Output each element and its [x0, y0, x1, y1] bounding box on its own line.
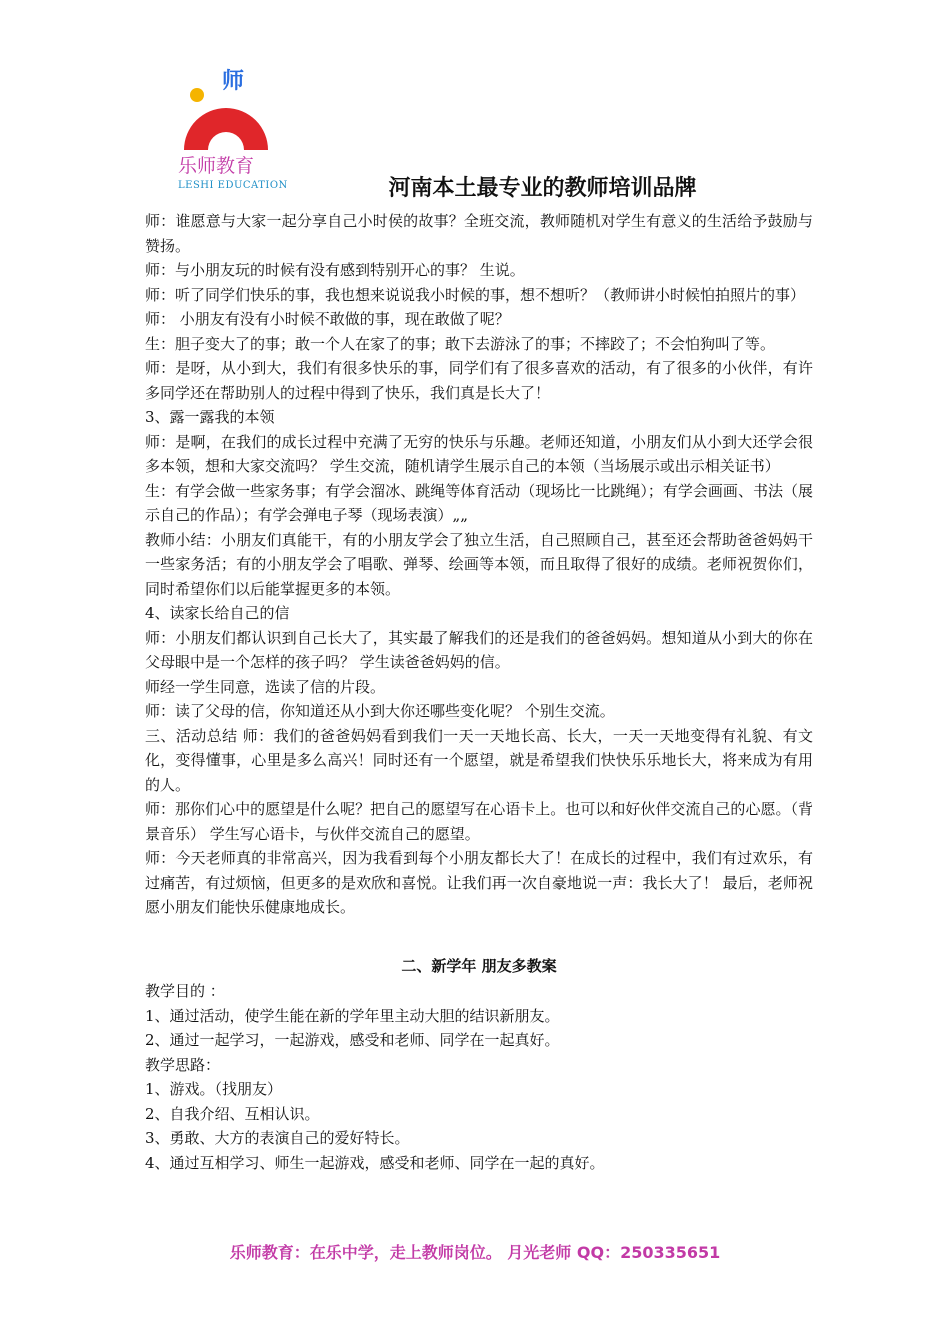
- paragraph: 教师小结：小朋友们真能干，有的小朋友学会了独立生活，自己照顾自己，甚至还会帮助爸爸妈妈干一些家务活；有的小朋友学会了唱歌、弹琴、绘画等本领，而且取得了很好的成绩。老师祝贺你们，同时希望你们以后能掌握更多的本领。: [145, 530, 813, 598]
- paragraph: 师： 小朋友有没有小时候不敢做的事，现在敢做了呢？: [145, 310, 510, 328]
- brand-title: 河南本土最专业的教师培训品牌: [388, 176, 697, 201]
- logo-arch-icon: [178, 96, 274, 154]
- paragraph: 师：是呀，从小到大，我们有很多快乐的事，同学们有了很多喜欢的活动，有了很多的小伙伴，有许多同学还在帮助别人的过程中得到了快乐，我们真是长大了！: [145, 359, 813, 402]
- paragraph: 三、活动总结 师：我们的爸爸妈妈看到我们一天一天地长高、长大，一天一天地变得有礼貌、有文化，变得懂事，心里是多么高兴！同时还有一个愿望，就是希望我们快快乐乐地长大，将来成为有用的人。: [145, 726, 813, 794]
- list-item: 2、通过一起学习，一起游戏，感受和老师、同学在一起真好。: [145, 1031, 560, 1049]
- paragraph: 师：小朋友们都认识到自己长大了，其实最了解我们的还是我们的爸爸妈妈。想知道从小到大的你在父母眼中是一个怎样的孩子吗？ 学生读爸爸妈妈的信。: [145, 628, 813, 671]
- paragraph: 生：有学会做一些家务事；有学会溜冰、跳绳等体育活动（现场比一比跳绳）；有学会画画、书法（展示自己的作品）；有学会弹电子琴（现场表演）„„: [145, 481, 813, 524]
- section-title: 二、新学年 朋友多教案: [401, 956, 557, 975]
- paragraph: 师：今天老师真的非常高兴，因为我看到每个小朋友都长大了！在成长的过程中，我们有过欢乐，有过痛苦，有过烦恼，但更多的是欢欣和喜悦。让我们再一次自豪地说一声：我长大了！ 最后，老师祝愿小朋友们能快乐健康地成长。: [145, 849, 813, 916]
- list-item: 1、游戏。（找朋友）: [145, 1080, 283, 1098]
- logo-char: 师: [222, 69, 245, 94]
- paragraph: 生：胆子变大了的事；敢一个人在家了的事；敢下去游泳了的事；不摔跤了；不会怕狗叫了等。: [145, 334, 776, 353]
- list-item: 1、通过活动，使学生能在新的学年里主动大胆的结识新朋友。: [145, 1006, 560, 1025]
- list-item: 教学思路：: [145, 1055, 221, 1074]
- list-item: 2、自我介绍、互相认识。: [145, 1104, 320, 1123]
- list-item: 教学目的 ：: [145, 982, 225, 1000]
- paragraph: 师：与小朋友玩的时候有没有感到特别开心的事？ 生说。: [145, 261, 525, 279]
- subheading: 4、读家长给自己的信: [145, 604, 290, 622]
- list-item: 4、通过互相学习、师生一起游戏，感受和老师、同学在一起的真好。: [145, 1153, 605, 1172]
- subheading: 3、露一露我的本领: [145, 408, 275, 426]
- paragraph: 师：那你们心中的愿望是什么呢？把自己的愿望写在心语卡上。也可以和好伙伴交流自己的心愿。（背景音乐） 学生写心语卡，与伙伴交流自己的愿望。: [145, 800, 813, 843]
- paragraph: 师：是啊，在我们的成长过程中充满了无穷的快乐与乐趣。老师还知道，小朋友们从小到大还学会很多本领，想和大家交流吗？ 学生交流，随机请学生展示自己的本领（当场展示或出示相关证书）: [145, 432, 813, 475]
- footer-slogan: 乐师教育：在乐中学，走上教师岗位。 月光老师 QQ：250335651: [229, 1243, 721, 1262]
- list-item: 3、勇敢、大方的表演自己的爱好特长。: [145, 1129, 410, 1147]
- paragraph: 师：谁愿意与大家一起分享自己小时侯的故事？全班交流，教师随机对学生有意义的生活给予鼓励与赞扬。: [145, 212, 813, 255]
- logo-name: 乐师教育: [178, 155, 255, 177]
- paragraph: 师：听了同学们快乐的事，我也想来说说我小时候的事，想不想听？（教师讲小时候怕拍照片的事）: [145, 285, 806, 304]
- paragraph: 师经一学生同意，选读了信的片段。: [145, 677, 386, 696]
- document-body: [145, 209, 813, 1175]
- logo-english-name: LESHI EDUCATION: [178, 180, 288, 191]
- paragraph: 师：读了父母的信，你知道还从小到大你还哪些变化呢？ 个别生交流。: [145, 702, 615, 720]
